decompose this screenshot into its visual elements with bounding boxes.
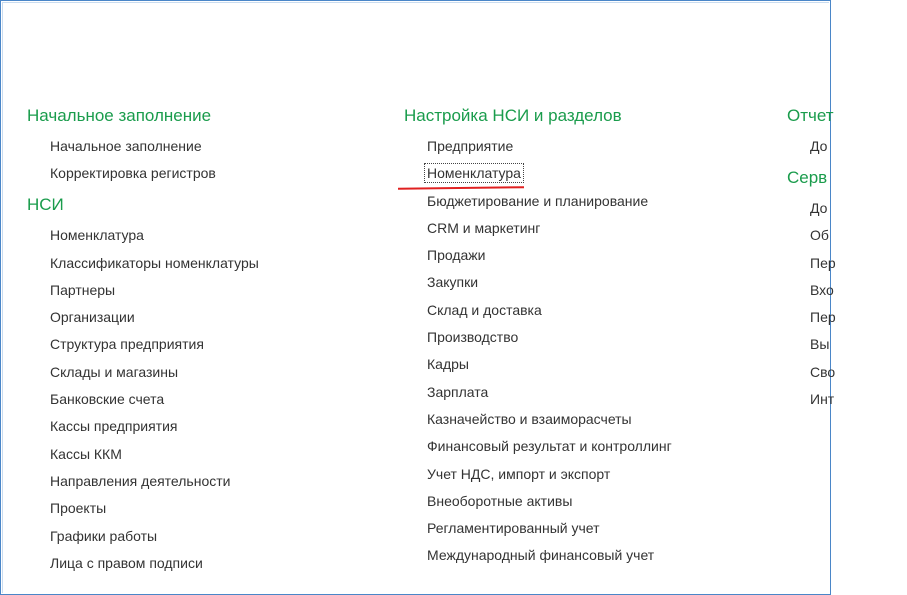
link-business-lines[interactable]: Направления деятельности [50,472,231,489]
link-warehouse-delivery[interactable]: Склад и доставка [427,301,542,318]
link-warehouses-stores[interactable]: Склады и магазины [50,363,179,380]
link-organizations[interactable]: Организации [50,309,135,326]
link-payroll[interactable]: Зарплата [427,383,489,400]
link-kkm-cash-registers[interactable]: Кассы ККМ [50,445,122,462]
link-enterprise-structure[interactable]: Структура предприятия [50,336,204,353]
column-1 [27,105,387,584]
section-title: НСИ [27,195,64,215]
link-projects[interactable]: Проекты [50,500,107,517]
link-service-item[interactable]: Вы [810,336,830,353]
link-register-adjustment[interactable]: Корректировка регистров [50,165,216,182]
link-service-item[interactable]: Пер [810,309,836,326]
link-nomenclature-settings[interactable]: Номенклатура [427,165,521,182]
link-purchases[interactable]: Закупки [427,274,479,291]
link-regulated-accounting[interactable]: Регламентированный учет [427,520,600,537]
link-production[interactable]: Производство [427,329,519,346]
link-reports-item[interactable]: До [810,138,828,154]
link-partners[interactable]: Партнеры [50,281,116,298]
section-reports [787,105,907,155]
link-service-item[interactable]: Сво [810,363,836,380]
section-initial-fill [27,105,387,182]
link-service-item[interactable]: До [810,200,828,216]
link-vat-import-export[interactable]: Учет НДС, импорт и экспорт [427,465,611,482]
section-title: Настройка НСИ и разделов [404,106,622,125]
link-work-schedules[interactable]: Графики работы [50,527,158,544]
column-3 [787,105,907,420]
link-hr[interactable]: Кадры [427,356,469,373]
link-service-item[interactable]: Инт [810,391,835,408]
link-financial-result[interactable]: Финансовый результат и контроллинг [427,438,672,455]
link-service-item[interactable]: Пер [810,254,836,271]
link-budgeting-planning[interactable]: Бюджетирование и планирование [427,192,649,209]
link-nomenclature[interactable]: Номенклатура [50,227,144,244]
link-signatories[interactable]: Лица с правом подписи [50,554,203,571]
link-sales[interactable]: Продажи [427,247,486,264]
section-title: Начальное заполнение [27,106,212,125]
section-title: Серв [787,168,828,187]
link-service-item[interactable]: Вхо [810,281,834,298]
section-nsi-settings [404,105,774,564]
link-treasury[interactable]: Казначейство и взаиморасчеты [427,410,632,427]
section-service [787,167,907,408]
link-service-item[interactable]: Об [810,227,829,244]
link-cash-desks[interactable]: Кассы предприятия [50,418,178,435]
section-nsi [27,194,387,572]
link-enterprise[interactable]: Предприятие [427,138,514,154]
column-2 [404,105,774,576]
section-title: Отчет [787,106,834,125]
link-nomenclature-classifiers[interactable]: Классификаторы номенклатуры [50,254,259,271]
link-initial-fill[interactable]: Начальное заполнение [50,138,202,154]
link-bank-accounts[interactable]: Банковские счета [50,391,165,408]
link-fixed-assets[interactable]: Внеоборотные активы [427,492,573,509]
link-crm-marketing[interactable]: CRM и маркетинг [427,219,541,236]
link-international-accounting[interactable]: Международный финансовый учет [427,547,655,564]
